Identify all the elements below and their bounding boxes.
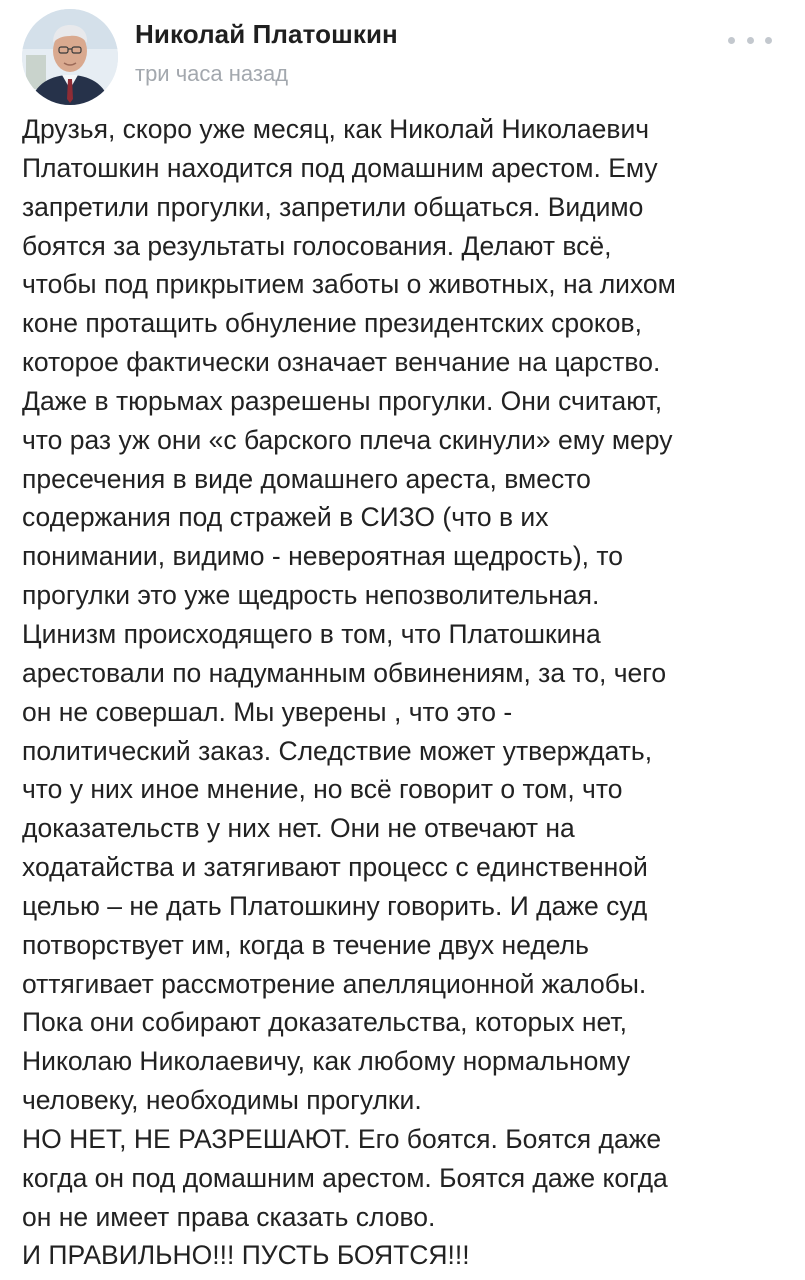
more-dots-icon (765, 37, 772, 44)
more-options-button[interactable] (728, 28, 772, 52)
post-text-line: целью – не дать Платошкину говорить. И даже суд (22, 890, 648, 921)
post-text-line: он не имеет права сказать слово. (22, 1201, 436, 1232)
post-text-line: содержания под стражей в СИЗО (что в их (22, 502, 549, 533)
post-text-line: арестовали по надуманным обвинениям, за то, чего (22, 657, 667, 688)
post-text-line: когда он под домашним арестом. Боятся даже когда (22, 1162, 668, 1193)
post-text-line: Друзья, скоро уже месяц, как Николай Николаевич (22, 114, 650, 144)
post-text-line: И ПРАВИЛЬНО!!! ПУСТЬ БОЯТСЯ!!! (22, 1240, 470, 1271)
post-text-line: что раз уж они «с барского плеча скинули» ему меру (22, 424, 673, 455)
post-text-line: Даже в тюрьмах разрешены прогулки. Они считают, (22, 385, 663, 416)
post-text-line: потворствует им, когда в течение двух недель (22, 929, 589, 960)
post-timestamp[interactable]: три часа назад (135, 61, 289, 86)
author-name[interactable]: Николай Платошкин (135, 19, 398, 49)
more-dots-icon (747, 37, 754, 44)
post-text-line: Цинизм происходящего в том, что Платошкина (22, 618, 601, 649)
post-text-line: пресечения в виде домашнего ареста, вместо (22, 463, 591, 494)
post-text-line: которое фактически означает венчание на царство. (22, 347, 661, 378)
more-dots-icon (728, 37, 735, 44)
post-text-line: Платошкин находится под домашним арестом. Ему (22, 152, 658, 183)
author-avatar[interactable] (22, 9, 118, 105)
post-text-line: политический заказ. Следствие может утверждать, (22, 735, 653, 766)
post-text-line: что у них иное мнение, но всё говорит о том, что (22, 774, 623, 805)
post-text (22, 110, 798, 1275)
post-text-line: оттягивает рассмотрение апелляционной жалобы. (22, 968, 647, 999)
post-text-line: Николаю Николаевичу, как любому нормальному (22, 1046, 631, 1077)
post-text-line: чтобы под прикрытием заботы о животных, на лихом (22, 269, 676, 300)
post-text-line: Пока они собирают доказательства, которых нет, (22, 1007, 627, 1038)
post-text-line: человеку, необходимы прогулки. (22, 1085, 422, 1116)
post-text-line: коне протащить обнуление президентских сроков, (22, 308, 642, 339)
avatar-photo-icon (22, 9, 118, 105)
post-text-line: запретили прогулки, запретили общаться. Видимо (22, 191, 644, 222)
post-text-line: прогулки это уже щедрость непозволительная. (22, 580, 600, 611)
post-header (0, 0, 805, 110)
post-text-line: боятся за результаты голосования. Делают всё, (22, 230, 612, 261)
post-text-line: ходатайства и затягивают процесс с единственной (22, 852, 648, 883)
post-text-line: понимании, видимо - невероятная щедрость), то (22, 541, 623, 572)
post-text-line: НО НЕТ, НЕ РАЗРЕШАЮТ. Его боятся. Боятся даже (22, 1123, 662, 1154)
post-text-line: доказательств у них нет. Они не отвечают на (22, 813, 575, 844)
post-text-line: он не совершал. Мы уверены , что это - (22, 696, 513, 727)
